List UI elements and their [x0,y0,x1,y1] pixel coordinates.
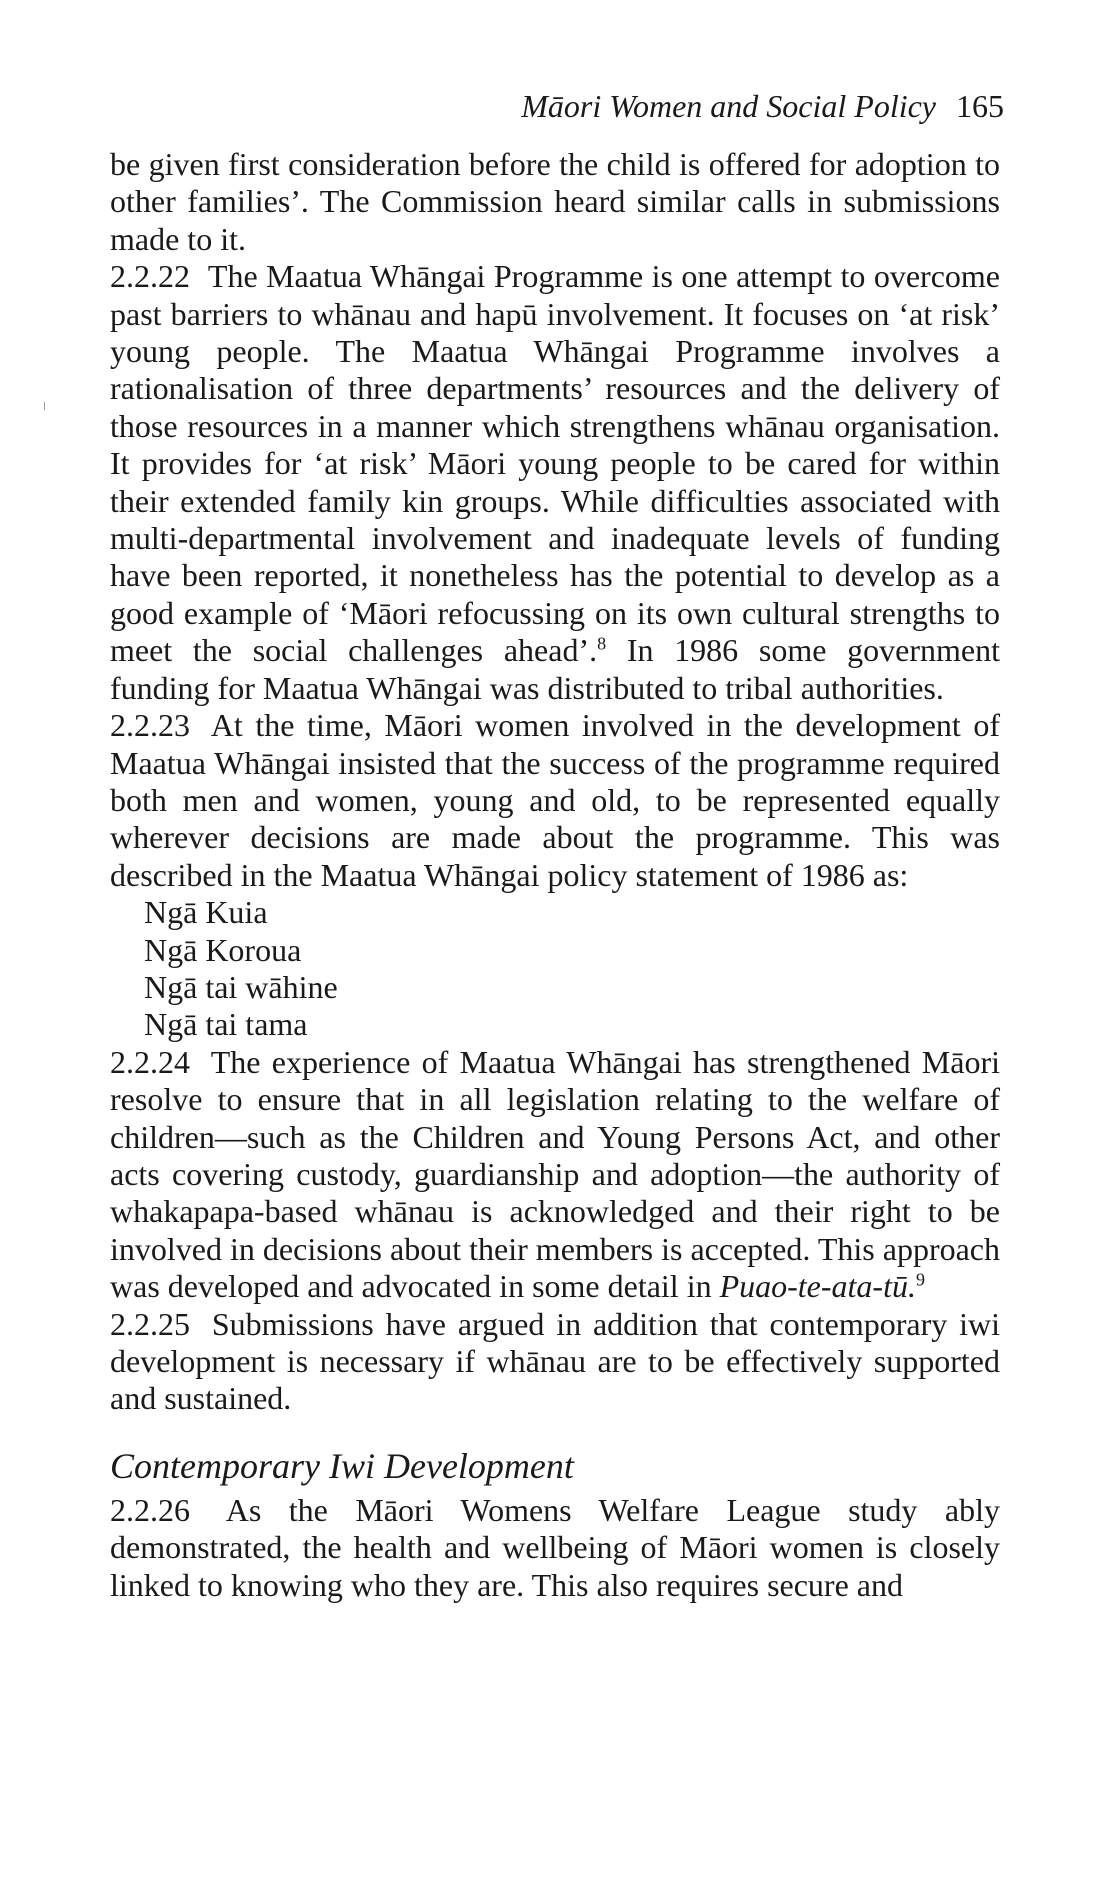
paragraph-2-2-23 [110,707,1000,894]
body-text [110,146,1000,1604]
section-heading: Contemporary Iwi Development [110,1445,574,1486]
list-item: Ngā Koroua [144,931,302,968]
running-title: Māori Women and Social Policy [521,88,936,124]
running-header [521,86,1004,126]
paragraph-number: 2.2.25 [110,1305,190,1342]
paragraph-2-2-25 [110,1306,1000,1418]
paragraph-text: Submissions have argued in addition that contemporary iwi development is necessary if whānau are to be effectively supported and sustained. [110,1305,1001,1417]
policy-statement-list [110,894,1000,1044]
paragraph-number: 2.2.26 [110,1491,190,1528]
paragraph-number: 2.2.23 [110,707,190,744]
paragraph-continued: be given first consideration before the child is offered for adoption to other families’. The Commission heard similar calls in submissions made to it. [110,146,1000,257]
paragraph-2-2-26 [110,1492,1000,1604]
footnote-marker: 8 [597,633,607,654]
paragraph-text: The experience of Maatua Whāngai has strengthened Māori resolve to ensure that in all legislation relating to the welfare of children—such as the Children and Young Persons Act, and other acts covering custody, guardianship and adoption—the authority of whakapapa-based whānau is acknowledged and their right to be involved in decisions about their members is accepted. This approach was developed and advocated in some detail in [110,1043,1000,1305]
page-number: 165 [956,88,1004,124]
list-item: Ngā tai tama [144,1006,308,1043]
report-title: Puao-te-ata-tū. [719,1268,916,1305]
footnote-marker: 9 [915,1269,925,1290]
paragraph-2-2-22 [110,258,1000,707]
paragraph-text: As the Māori Womens Welfare League study ably demonstrated, the health and wellbeing of Māori women is closely linked to knowing who they are. This also requires secure and [110,1491,1001,1603]
paragraph-number: 2.2.24 [110,1043,190,1080]
paragraph-number: 2.2.22 [110,258,190,295]
list-item: Ngā Kuia [144,894,268,931]
paragraph-2-2-24 [110,1044,1000,1306]
list-item: Ngā tai wāhine [144,968,338,1005]
paragraph-text-continued: In 1986 some government funding for Maatua Whāngai was distributed to tribal authorities. [110,632,1001,706]
paragraph-text: The Maatua Whāngai Programme is one attempt to overcome past barriers to whānau and hapū involvement. It focuses on ‘at risk’ young people. The Maatua Whāngai Programme involves a rationalisation of three departments’ resources and the delivery of those resources in a manner which strengthens whānau organisation. It provides for ‘at risk’ Māori young people to be cared for within their extended family kin groups. While difficulties associated with multi-departmental involvement and inadequate levels of funding have been reported, it nonetheless has the potential to develop as a good example of ‘Māori refocussing on its own cultural strengths to meet the social challenges ahead’. [110,258,1001,669]
paragraph-text: At the time, Māori women involved in the development of Maatua Whāngai insisted that the success of the programme required both men and women, young and old, to be represented equally wherever decisions are made about the programme. This was described in the Maatua Whāngai policy statement of 1986 as: [110,707,1001,893]
margin-mark [44,402,45,410]
